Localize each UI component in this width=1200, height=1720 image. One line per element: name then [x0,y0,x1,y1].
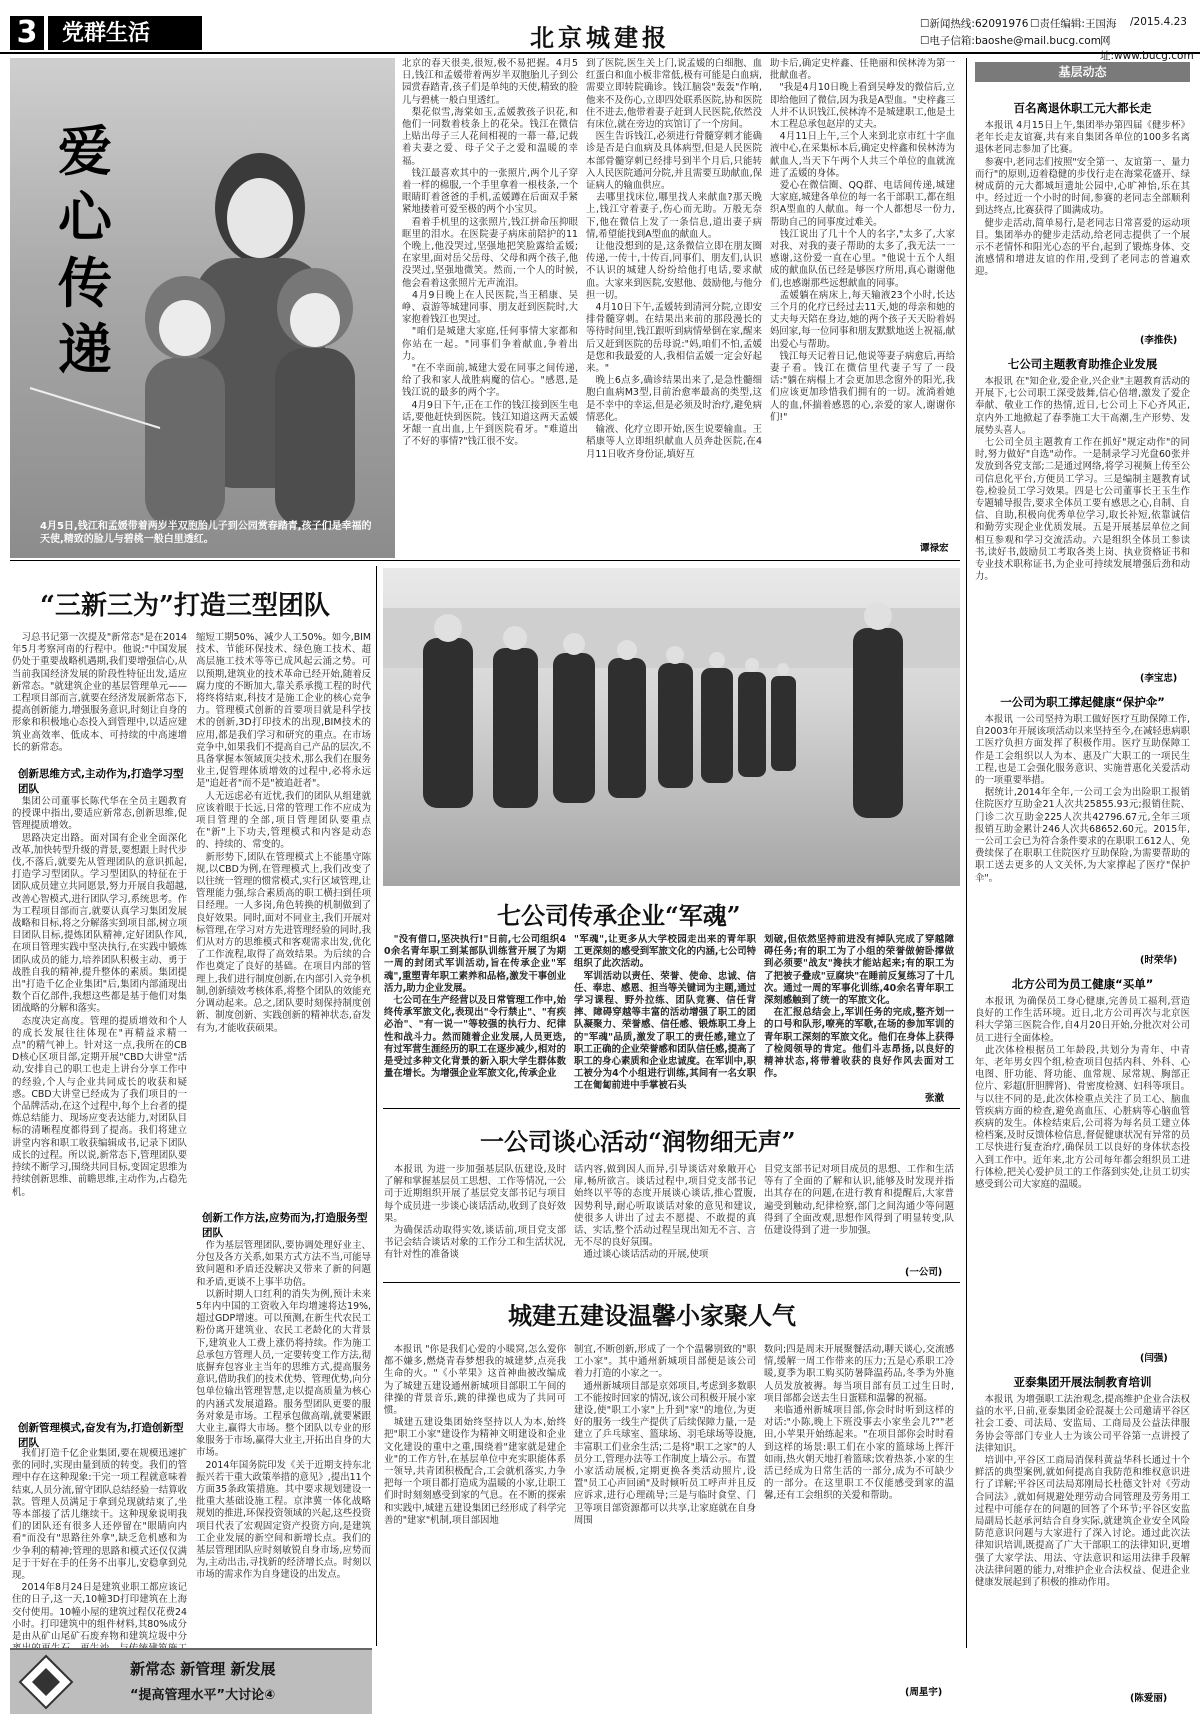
article-author: (一公司) [905,1267,943,1278]
paper-name: 北京城建报 [530,23,670,52]
sidebar-item-body: 本报讯 一公司坚持为职工做好医疗互助保障工作,自2003年开展该项活动以来坚持至今,在减轻患病职工医疗负担方面发挥了积极作用。医疗互助保障工作是工会组织以人为本、惠及广大职工的一项民生工程,也是工会强化服务意识、实施普惠化关爱活动的一项重要举措。 据统计,2014年全年,一公司工会为出险职工报销住院医疗互助金21人次共25855.93元;报销住院、门诊二次互助金225人次共42796.67元,全年三项报销互助金累计246人次共68652.60元。2015年,一公司工会已为符合条件要求的在职职工612人、免费续保了在职职工住院医疗互助保险,为需要帮助的职工送去更多的人文关怀,为大家撑起了医疗"保护伞"。 [975,714,1190,884]
article-body: 作为基层管理团队,要协调处理好业主、分包及各方关系,如果方式方法不当,可能导致问题和矛盾还没解决又带来了新的问题和矛盾,更谈不上事半功倍。 以新时期人口红利的消失为例,预计未来5年内中国的工资收入年均增速将达19%,超过GDP增速。可以预测,在新生代农民工粉份离开建筑业、农民工老龄化的大背景下,建筑业人工费上涨仍将持续。作为施工总承包方管理人员,一定要转变工作方法,彻底摒弃包容业主当年的思维方式,提高服务意识,借助我们的技术优势、管理优势,向分包单位输出管理智慧,走以提高质量为核心的内涵式发展道路。服务型团队更要的服务对象是市场。工程承包做高端,就要紧跟大业主,赢得大市场。整个团队以专业的形象服务于市场,赢得大业主,开拓出自身的大市场。 2014年国务院印发《关于近期支持东北振兴若干重大政策举措的意见》,提出11个方面35条政策措施。其中要求规划建设一批重大基础设施工程。京津冀一体化战略规划的推进,环保投资领域的兴起,这些投资项目代表了宏观固定资产投资方向,是建筑工企业发展的新空间和新增长点。我们的基层管理团队应时刻敏锐自身市场,应势而为,主动出击,寻找新的经济增长点。时刻以市场的需求作为自身建设的出发点。 [196,1240,371,1581]
sidebar-item-body: 本报讯 为增强职工法治观念,提高维护企业合法权益的水平,日前,亚泰集团金砼混凝土公司邀请平谷区社会工委、司法局、安监局、工商局及公益法律服务协会等部门专业人士为该公司平谷第一点讲授了法律知识。 培训中,平谷区工商局消保科黄益华科长通过十个鲜活的典型案例,就如何提高自我防范和维权意识进行了详解;平谷区司法局郑刚局长杜德文针对《劳动合同法》,就如何规避处理劳动合同管理及劳务用工过程中可能存在的问题的回答了个环节;平谷区安监局副局长赵承河结合自身实际,就建筑企业安全风险防范意识问题与大家进行了深入讨论。通过此次法律知识培训,既提高了广大干部职工的法律知识,更增强了大家学法、用法、守法意识和运用法律手段解决法律问题的能力,对维护企业合法权益、促进企业健康发展起到了积极的推动作用。 [975,1394,1190,1589]
soldiers-figures [383,568,960,886]
love-body-col1: 北京的春天很美,很短,极不易把握。4月5日,钱江和孟媛带着两岁半双胞胎儿子到公园赏春踏青,孩子们是单纯的天使,精致的脸儿与碧桃一般白里透红。 梨花似雪,海棠如玉,孟媛教孩子识花,和他们一同数着枝条上的花朵。钱江在微信上贴出母子三人花间相视的一幕一幕,记载着夫妻之爱、母子父子之爱和温暖的幸福。 钱江最喜欢其中的一张照片,两个儿子穿着一样的棉服,一个手里拿着一根枝条,一个眼睛盯着爸爸的手机,孟媛蹲在后面双手紧紧地搂着可爱至极的两个小宝贝。 看着手机里的这张照片,钱江拼命压抑眼眶里的泪水。在医院妻子病床前陪护的11个晚上,他没哭过,坚强地把笑脸露给孟媛;在家里,面对岳父岳母、父母和两个孩子,他没哭过,坚强地微笑。然而,一个人的时候,他会看着这张照片无声流泪。 4月9日晚上在人民医院,当王稻康、吴峥、袁游等城建同事、朋友赶到医院时,大家抱着钱江也哭过。 "咱们是城建大家庭,任何事情大家都和你站在一起。"同事们争着献血,争着出力。 "在不幸面前,城建大爱在同事之间传递,给了我和家人战胜病魔的信心。"感恩,是钱江说的最多的两个字。 4月9日下午,正在工作的钱江接到医生电话,要他赶快到医院。钱江知道这两天孟媛牙龈一直出血,上午到医院看牙。"难道出了不好的事情?"钱江很不安。 [402,58,578,448]
section-title: 党群生活 [48,16,202,50]
article-subhead: 创新思维方式,主动作为,打造学习型团队 [18,768,184,795]
divider [383,1108,960,1109]
sidebar-item-author: (时荣华) [1140,955,1178,966]
footer-subtitle: “提高管理水平”大讨论④ [130,1688,276,1703]
article-body: "军魂",让更多从大学校园走出来的青年职工更深刻的感受到军旅文化的内涵,七公司特组织了此次活动。 军训活动以责任、荣誉、使命、忠诚、信任、奉忠、感恩、担当等关键词为主题,通过学习课程、野外拉练、团队竞赛、信任背摔、障碍穿越等丰富的活动增强了职工的团队凝聚力、荣誉感、信任感、锻炼职工身上的"军魂"品质,激发了职工的责任感,建立了职工正确的企业荣誉感和团队信任感,提高了职工的身心素质和企业忠诚度。在军训中,职工被分为4个小组进行训练,其间有一名女职工在匍匐前进中手掌被石头 [574,934,756,1092]
military-training-photo [383,568,960,886]
love-title: 爱 心 传 递 [58,119,112,381]
page-number: 3 [10,16,44,50]
email: ☐电子信箱:baoshe@mail.bucg.com [920,35,1101,47]
issue-date: /2015.4.23 [1130,16,1187,28]
photo-caption: 4月5日,钱江和孟媛带着两岁半双胞胎儿子到公园赏春踏青,孩子们是幸福的天使,精致的脸儿与碧桃一般白里透红。 [40,521,372,545]
article-title: 七公司传承企业“军魂” [497,901,741,930]
article-body: 数问;四是周末开展聚餐活动,聊天谈心,交流感情,缓解一周工作带来的压力;五是心系职工冷暖,夏季为职工购买防暑降温药品,冬季为外施人员发放被褥。每当项目部有员工过生日时,项目部都会送去生日蛋糕和温馨的祝福。 来临通州新城项目部,你会时时听到这样的对话:"小陈,晚上下班没事去小家坐会儿?""老田,小苹果开始练起来。"在项目部你会时时看到这样的场景:职工们在小家的篮球场上挥汗如雨,热火朝天地打着篮球;饮着热茶,小家的生活已经成为日常生活的一部分,成为不可缺少的一部分。在这里职工不仅能感受到家的温馨,还有工会组织的关爱和帮助。 [764,1344,954,1502]
sidebar-divider [966,58,967,1648]
article-subhead: 创新管理模式,奋发有为,打造创新型团队 [18,1422,184,1449]
article-body: 划破,但依然坚持前进没有掉队完成了穿越障碍任务;有的职工为了小组的荣誉做俯卧撑做到必须要"战友"搀扶才能站起来;有的职工为了把被子叠成"豆腐块"在睡前反复练习了十几次。通过一周的军事化训练,40余名青年职工深刻感触到了统一的军旅文化。 在汇报总结会上,军训任务的完成,整齐划一的口号和队形,嘹亮的军歌,在场的参加军训的青年职工深刻的军旅文化。他们在身体上获得了检阅领导的肯定。他们斗志昂扬,以良好的精神状态,将带着收获的良好作风去面对工作。 [764,934,954,1080]
family-photo [10,58,395,558]
article-author: (周星宇) [905,1687,943,1698]
bucg-logo-icon [16,1652,76,1712]
article-body: 制宜,不断创新,形成了一个个温馨别致的"职工小家"。其中通州新城项目部便是该公司着力打造的小家之一。 通州新城项目部是京郊项目,考虑到多数职工不能按时回家的情况,该公司积极开展小家建设,使"职工小家"上升到"家"的地位,为更好的服务一线生产提供了后续保障力量,一是建立了乒乓球室、篮球场、羽毛球场等设施,丰富职工们业余生活;二是将"职工之家"的人员分工,管理办法等工作制度上墙公示。布置小家活动展板,定期更换各类活动照片,设置"员工心声回函"及时倾听员工呼声并且反应诉求,进行心理疏导;三是与临时食堂、门卫等项目部资源都可以共享,让家庭就在自身周围 [574,1344,756,1526]
sidebar-item-author: (陈爱丽) [1130,1693,1168,1704]
sidebar-item-body: 本报讯 4月15日上午,集团举办第四届《健步杯》老年长走友谊赛,共有来自集团各单位的100多名离退休老同志参加了比赛。 参赛中,老同志们按照"安全第一、友谊第一、量力而行"的原则,迈着稳健的步伐行走在海棠花盛开、绿树成荫的元大都城垣遗址公园中,心旷神怡,乐在其中。经过近一个小时的时间,参赛的老同志全部顺利到达终点,比赛获得了圆满成功。 健步走活动,简单易行,是老同志日常喜爱的运动项目。集团举办的健步走活动,给老同志提供了一个展示不老情怀和阳光心态的平台,起到了锻炼身体、交流感情和增进友谊的作用,受到了老同志的普遍欢迎。 [975,120,1190,278]
article-body: "没有借口,坚决执行!"日前,七公司组织40余名青年职工到某部队训练营开展了为期一周的封闭式军训活动,旨在传承企业"军魂",重塑青年职工素养和品格,激发干事创业活力,助力企业发展。 七公司在生产经营以及日常管理工作中,始终传承军旅文化,表现出"令行禁止"、"有疾必治"、"有一说一"等较强的执行力、纪律性和战斗力。然而随着企业发展,人员更迭,有过军营生涯经历的职工在逐步减少,相对的是受过多种文化背景的新入职大学生群体数量在增长。为增强企业军旅文化,传承企业 [384,934,566,1080]
sidebar-item-body: 本报讯 在"知企业,爱企业,兴企业"主题教育活动的开展下,七公司职工深受鼓舞,信心倍增,激发了爱企奉献、敬业工作的热情,近日,七公司上下心齐风正,京内外工地掀起了春季施工大干高潮,生产形势、发展势头喜人。 七公司全员主题教育工作在抓好"规定动作"的同时,努力做好"自选"动作。一是制录学习光盘60张并发放到各党支部;二是通过网络,将学习视频上传至公司信息化平台,方便员工学习。三是编制主题教育试卷,检验员工学习效果。四是七公司董事长王玉生作专题辅导报告,要求全体员工要有感思之心,自制、自信、自助,积极向优秀单位学习,取长补短,依靠诚信和勤劳实现企业优质发展。五是开展基层单位之间相互参观和学习交流活动。六是组织全体员工参读书,读好书,鼓励员工考取各类上岗、执业资格证书和专业技术职称证书,为企业可持续发展增强后劲和动力。 [975,376,1190,583]
love-body-col3: 助卡后,确定史梓鑫、任艳丽和侯林涛为第一批献血者。 "我是4月10日晚上看到吴峥发的微信后,立即给他回了微信,因为我是A型血。"史梓鑫三人并不认识钱江,侯林涛不是城建职工,他是土木工程总承包赵岸的丈夫。 4月11日上午,三个人来到北京市红十字血液中心,在采集标本后,确定史梓鑫和侯林涛为献血人,当天下午两个人共三个单位的血就流进了孟媛的身体。 爱心在微信圈、QQ群、电话间传递,城建大家庭,城建各单位的每一名干部职工,都在组织A型血的人献血。每一个人都想尽一份力,帮助自己的同事度过难关。 钱江说出了几十个人的名字,"太多了,大家对我、对我的妻子帮助的太多了,我无法一一感谢,这份爱一直在心里。"他说十五个人组成的献血队伍已经是够医疗所用,真心谢谢他们,也感谢那些远想献血的同事。 孟媛躺在病床上,每天输液23个小时,长达三个月的化疗已经过去11天,她的母亲和她的丈夫每天陪在身边,她的两个孩子天天盼着妈妈回家,每一位同事和朋友默默地送上祝福,献出爱心与帮助。 钱江每天记着日记,他说等妻子病愈后,再给妻子看。钱江在微信里代妻子写了一段话:"躺在病榻上才会更加思念窗外的阳光,我们应该更加珍惜我们拥有的一切。流淌着她人的血,怀揣着感恩的心,亲爱的家人,谢谢你们!" [770,58,955,423]
article-body: 本报讯 为进一步加强基层队伍建设,及时了解和掌握基层员工思想、工作等情况,一公司于近期组织开展了基层党支部书记与项目每个成员进一步谈心谈话活动,收到了良好效果。 为确保活动取得实效,谈话前,项目党支部书记会结合谈话对象的工作分工和生活状况,有针对性的准备谈 [384,1164,566,1260]
sidebar-item-title: 百名离退休职工元大都长走 [1013,101,1152,115]
article-body: 习总书记第一次提及"新常态"是在2014年5月考察河南的行程中。他说:"中国发展仍处于重要战略机遇期,我们要增强信心,从当前我国经济发展的阶段性特征出发,适应新常态。"就建筑企业的基层管理单元——工程项目部而言,就要在经济发展新常态下,提高创新能力,增强服务意识,时刻让自身的形象和积极地心态投入到管理中,以适应建筑业高效率、低成本、可持续的中高速增长的新常态。 [12,632,187,753]
hotline: ☐新闻热线:62091976 [920,18,1029,30]
footer-slogan: 新常态 新管理 新发展 [130,1660,276,1678]
sidebar-item-title: 亚泰集团开展法制教育培训 [1013,1375,1152,1389]
sidebar-item-author: (闫强) [1140,1353,1168,1364]
footer-banner [10,1648,372,1714]
sidebar-header: 基层动态 [1058,65,1107,79]
article-body: 目党支部书记对项目成员的思想、工作和生活等有了全面的了解和认识,能够及时发现并指出其存在的问题,在进行教育和提醒后,大家普遍受到触动,纪律检察,部门之间沟通少等问题得到了全面改观,思想作风得到了明显转变,队伍建设得到了进一步加强。 [764,1164,954,1237]
sidebar-item-title: 七公司主题教育助推企业发展 [1007,357,1158,371]
sidebar-item-body: 本报讯 为确保员工身心健康,完善员工福利,营造良好的工作生活环境。近日,北方公司再次与北京医科大学第三医院合作,自4月20日开始,分批次对公司员工进行全面体检。 此次体检根据员工年龄段,共划分为青年、中青年、老年男女四个组,检查项目包括内科、外科、心电图、肝功能、肾功能、血常规、尿常规、胸部正位片、彩超(肝胆脾肾)、骨密度检测、妇科等项目。与以往不同的是,此次体检重点关注了员工心、脑血管疾病方面的检查,避免高血压、心脏病等心脑血管疾病的发生。体检结束后,公司将为每名员工建立体检档案,及时反馈体检信息,督促健康状况有异常的员工尽快进行复查治疗,确保员工以良好的身体状态投入到工作中。近年来,北方公司每年都会组织员工进行体检,把关心爱护员工的工作落到实处,让员工切实感受到公司大家庭的温暖。 [975,996,1190,1191]
article-subhead: 创新工作方法,应势而为,打造服务型团队 [202,1212,368,1239]
article-body: 缩短工期50%、减少人工50%。如今,BIM技术、节能环保技术、绿色施工技术、超高层施工技术等等已成风起云涌之势。可以预期,建筑业的技术革命已经开始,随着反腐力度的不断加大,靠关系承揽工程的时代将终将结束,科技才是施工企业的核心竞争力。管理模式创新的首要项目就是科学技术的创新,3D打印技术的出现,BIM技术的应用,都是我们学习和研究的重点。在市场竞争中,如果我们不提高自己产品的层次,不具备掌握本领域顶尖技术,那么我们在服务业主,促管理体质增效的过程中,必将永远是"追赶者"而不是"被追赶者"。 人无远虑必有近忧,我们的团队从组建就应该着眼于长远,日常的管理工作不应成为项目管理的全部,项目管理团队要重点在"新"上下功夫,管理模式和内容是动态的、持续的、常变的。 新形势下,团队在管理模式上不能墨守陈规,以CBD为例,在管理模式上,我们改变了以往统一管理的惯常模式,实行区域管理,让管理能力强,综合素质高的职工横扫到任项目经理。一人多岗,角色转换的机制做到了良好效果。同时,面对不同业主,我们开展对标管理,在学习对方先进管理经验的同时,我们从对方的思维模式和客观需求出发,优化了工作流程,取得了高效结果。为后续的合作也奠定了良好的基础。在项目内部的管理上,我们进行制度创新,在内部引入竞争机制,创新绩效考核体系,将整个团队的效能充分调动起来。总之,团队要时刻保持制度创新、制度创新、实践创新的精神状态,奋发有为,才能收获硕果。 [196,632,371,1034]
article-body: 话内容,做到因人而异,引导谈话对象敞开心扉,畅所欲言。谈话过程中,项目党支部书记始终以平等的态度开展谈心谈话,推心置腹,因势利导,耐心听取谈话对象的意见和建议,使很多人讲出了过去不愿提、不敢提的真话、实话,整个活动过程呈现出知无不言、言无不尽的良好氛围。 通过谈心谈话活动的开展,使项 [574,1164,756,1261]
page-header [0,0,1200,62]
divider [383,1282,960,1283]
love-body-col2: 到了医院,医生关上门,说孟媛的白细胞、血红蛋白和血小板非常低,极有可能是白血病,需要立即转院确诊。钱江脑袋"轰轰"作响,他来不及伤心,立即四处联系医院,协和医院住不进去,他带着妻子赶到人民医院,依然没有床位,就在旁边的宾馆订了一个房间。 医生告诉钱江,必须进行骨髓穿刺才能确诊是否是白血病及具体病型,但是人民医院本部骨髓穿刺已经排号到半个月后,只能转入人民医院通河分院,并且需要互助献血,保证病人的输血供应。 去哪里找床位,哪里找人来献血?那天晚上,钱江守着妻子,伤心而无助。万般无奈下,他在微信上发了一条信息,道出妻子病情,希望能找到A型血的献血人。 让他没想到的是,这条微信立即在朋友圈传递,一传十,十传百,同事们、朋友们,认识不认识的城建人纷纷给他打电话,要求献血。大家来到医院,安慰他、鼓励他,与他分担一切。 4月10日下午,孟媛转到清河分院,立即安排骨髓穿刺。在结果出来前的那段漫长的等待时间里,钱江跟听到病情晕倒在家,醒来后又赶到医院的岳母说:"妈,咱们不怕,孟媛是您和我最爱的人,我相信孟媛一定会好起来。" 晚上6点多,确诊结果出来了,是急性髓细胞白血病M3型,目前治愈率最高的类型,这是不幸中的幸运,但是必须及时治疗,避免病情恶化。 输液、化疗立即开始,医生说要输血。王稻康等人立即组织献血人员奔赴医院,在4月11日收齐身份证,填好互 [586,58,762,460]
sidebar-item-author: (李推佚) [1140,335,1178,346]
website: 网址:www.bucg.com [1100,35,1194,62]
sidebar-item-title: 一公司为职工撑起健康“保护伞” [1000,695,1165,709]
article-title: “三新三为”打造三型团队 [40,591,330,621]
divider [10,560,960,561]
column-divider [376,566,377,1646]
sidebar-item-author: (李宝忠) [1140,673,1178,684]
article-body: 我们打造千亿企业集团,要在规模迅速扩张的同时,实现由量到质的转变。我们的管理中存在这种现象:干完一项工程就意味着结束,人员分流,留守团队总结经验一结算收款。管理人员满足于拿到兑现就结束了,坐等本部接了活儿继续干。这种现象说明我们的团队还有很多人还停留在"眼睛向内看"而没有"思路往外拿",缺乏危机感和为少争利的精神;管理的思路和模式还仅仅满足于干好在手的任务不出事儿,安稳拿到兑现。 2014年8月24日是建筑业职工都应该记住的日子,这一天,10幢3D打印建筑在上海交付使用。10幢小屋的建筑过程仅花费24小时。打印建筑中的组件材料,其80%成分是由从矿山尾矿石废弃物和建筑垃圾中分 [12,1448,187,1643]
article-body: 本报讯 "你是我们心爱的小暖窝,怎么爱你都不嫌多,燃烧青春梦想我的城建梦,点亮我生命的火。"《小苹果》这首神曲被改编成为了城建五建设通州新城项目部职工午间的律操的背景音乐,跳的律操也成为了共同可惯。 城建五建设集团始终坚持以人为本,始终把"职工小家"建设作为精神文明建设和企业文化建设的重中之重,围绕着"建家就是建企业"的工作方针,在基层单位中充实职能体系一领导,共青团积极配合,工会就机落实,力争把每一个项目都打造成为温暖的小家,让职工们时时刻刻感受到家的气息。在不断的探索和实践中,城建五建设集团已经形成了科学完善的"建家"机制,项目部因地 [384,1344,566,1526]
article-title: 一公司谈心活动“润物细无声” [480,1127,796,1156]
editor: ☐责任编辑:王国海 [1030,18,1117,30]
article-author: 张澈 [925,1093,945,1104]
article-body: 集团公司董事长陈代华在全员主题教育的授课中指出,要适应新常态,创新思维,促管理提质增效。 思路决定出路。面对国有企业全面深化改革,加快转型升级的背景,要想跟上时代步伐,不落后,就要先从管理团队的意识抓起,打造学习型团队。学习型团队的特征在于团队成员建立共同愿景,努力开展自我超越,改善心智模式,进行团队学习,系统思考。作为工程项目部而言,就要认真学习集团发展战略和目标,将之分解落实到项目部,树立项目团队目标,提炼团队精神,定好团队作风,在项目管理实践中坚决执行,在实践中锻炼团队成员的能力,培养团队积极主动、勇于战胜自我的精神,提升整体的素质。集团提出"打造千亿企业集团"后,集团内部涌现出数个百亿部件,我想这些都是基于他们对集团战略的分解和落实。 态度决定高度。管理的提质增效和个人的成长发展往往体现在"再精益求精一点"的精气神上。针对这一点,我所在的CBD核心区项目部,定期开展"CBD大讲堂"活动,安排自己的职工也走上讲台分享工作中的经验,个人与企业共同成长的收获和疑惑。CBD大讲堂已经成为了我们项目的一个品牌活动,在这个过程中,每个上台者的提炼总结能力、现场应变表达能力,对团队目标的清晰程度都得到了提高。我们将建立讲堂内容和职工收获编辑成书,记录下团队成长的过程。所以说,新常态下,管理团队要持续不断学习,围绕共同目标,变固定思维为持续创新思维、前瞻思维,主动作为,占稳先机。 [12,796,187,1198]
sidebar-header-band [975,62,1190,82]
love-author: 谭禄宏 [920,543,949,554]
sidebar-item-title: 北方公司为员工健康“买单” [1011,977,1154,991]
article-title: 城建五建设温馨小家聚人气 [508,1301,796,1330]
